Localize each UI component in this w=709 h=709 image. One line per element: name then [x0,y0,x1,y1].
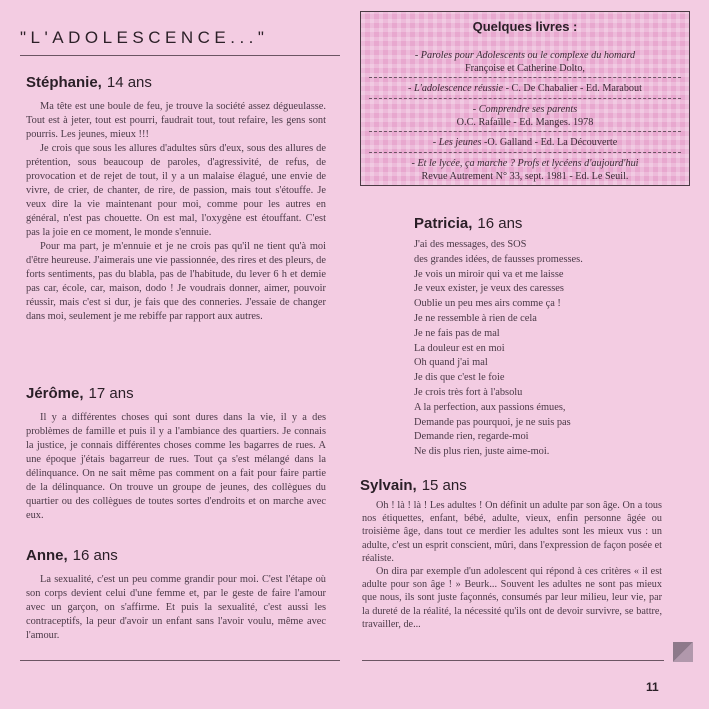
book-separator [369,131,681,132]
poem-verse: Oh quand j'ai mal [414,357,488,369]
books-heading: Quelques livres : [472,19,578,34]
book-separator [369,98,681,99]
page-title: "L'ADOLESCENCE..." [20,28,269,47]
book-item [369,157,681,183]
paragraph: Ma tête est une boule de feu, je trouve la société assez dégueulasse. Tout est à jeter, tout est pourri, faudrait tout, tout refaire, les gens sont pourris. Les jeunes, mieux !!! [26,101,326,140]
poem-verse: La douleur est en moi [414,342,505,354]
poem-verse: des grandes idées, de fausses promesses. [414,253,583,265]
patricia-poem [414,238,694,460]
person-name: Anne, [26,547,68,564]
poem-verse: Je ne fais pas de mal [414,327,500,339]
person-name: Jérôme, [26,385,84,402]
person-name: Patricia, [414,215,473,232]
jerome-text [26,411,326,523]
book-detail: Françoise et Catherine Dolto, [465,63,585,74]
poem-verse: Oublie un peu mes airs comme ça ! [414,298,561,310]
book-detail: - C. De Chabalier - Ed. Marabout [505,83,642,94]
person-age: 16 ans [477,215,523,232]
book-separator [369,77,681,78]
poem-verse: J'ai des messages, des SOS [414,239,527,250]
page-number: 11 [646,680,659,694]
book-title: - L'adolescence réussie [408,83,504,94]
person-age: 17 ans [88,385,134,402]
poem-verse: Je veux exister, je veux des caresses [414,283,564,295]
paragraph: La sexualité, c'est un peu comme grandir pour moi. C'est l'étape où son corps devient celui d'une femme et, par le geste de faire l'amour avec un garçon, on s'affirme. Et puis la sexualité, c'est aussi les contraceptifs, la peur d'avoir un enfant sans l'avoir voulu, même avec l'amour. [26,574,326,641]
book-detail: O.C. Rafaïlle - Ed. Manges. 1978 [456,117,594,128]
book-detail: -O. Galland - Ed. La Découverte [483,137,618,148]
corner-color-mark [673,642,693,662]
poem-verse: Je ne ressemble à rien de cela [414,312,537,324]
right-bottom-rule [362,660,664,661]
book-detail: Revue Autrement N° 33, sept. 1981 - Ed. Le Seuil. [421,171,629,182]
anne-text [26,573,326,643]
sylvain-heading [360,477,467,494]
poem-verse: Je crois très fort à l'absolu [414,386,523,398]
book-item [369,136,681,149]
book-item [369,49,681,75]
book-item [369,103,681,129]
poem-verse: Demande pas pourquoi, je ne suis pas [414,416,571,428]
paragraph: Je crois que sous les allures d'adultes sûrs d'eux, sous des allures de prétention, sous beaucoup de paroles, d'agressivité, de refus, de provocation et de rejet de tout, il y a un malaise élagué, une envie de vivre, de crier, de chanter, de rire, de passion, mais tout s'étouffe. Je veux dire la vie maintenant pour moi, comme pour les autres en général, n'est pas chouette. On est mal, l'oxygène est étouffant. C'est pas la joie en ce moment, le monde s'ennuie. [26,143,326,238]
person-name: Stéphanie, [26,74,102,91]
poem-verse: Demande rien, regarde-moi [414,431,529,443]
person-age: 14 ans [106,74,152,91]
title-divider [20,55,340,56]
left-bottom-rule [20,660,340,661]
paragraph: On dira par exemple d'un adolescent qui répond à ces critères « il est adulte pour son âge ! » Beurk... Souvent les adultes ne sont pas mieux que nous, ils sont juste façonnés, consumés par leur milieu, leur vie, par la dureté de la réalité, la nécessité qu'ils ont de devoir survivre, se battre, travailler, de... [362,566,662,630]
paragraph: Pour ma part, je m'ennuie et je ne crois pas qu'il ne tient qu'à moi d'être heureuse. J'aimerais une vie passionnée, des rires et des pleurs, de forts sentiments, pas du blabla, pas de l'habitude, du lever 6 h et demie pas car, école, car, maison, dodo ! Je voudrais donner, aimer, pouvoir réussir, mais c'est si dur, je fais que des conneries. J'essaie de changer dans moi, seulement je me rebiffe par rapport aux autres. [26,241,326,322]
poem-verse: A la perfection, aux passions émues, [414,401,566,413]
book-title: - Et le lycée, ça marche ? Profs et lycéens d'aujourd'hui [411,158,639,169]
paragraph: Oh ! là ! là ! Les adultes ! On définit un adulte par son âge. On a tous nos étiquettes, enfant, bébé, adulte, vieux, enfin personne âgée ou troisième âge, dans tout ce merdier les adultes sont les mieux vus : un adulte, c'est un esprit conscient, mûri, dans l'expression de façon posée et réaliste. [362,500,662,564]
jerome-heading [26,385,134,402]
book-item [369,82,681,95]
anne-heading [26,547,118,564]
book-title: - Comprendre ses parents [472,104,578,115]
stephanie-heading [26,74,152,91]
person-age: 15 ans [421,477,467,494]
stephanie-text [26,100,326,324]
person-age: 16 ans [72,547,118,564]
book-title: - Les jeunes [432,137,482,148]
poem-verse: Ne dis plus rien, juste aime-moi. [414,446,550,458]
books-box [360,11,690,186]
poem-verse: Je vois un miroir qui va et me laisse [414,268,564,280]
person-name: Sylvain, [360,477,417,494]
poem-verse: Je dis que c'est le foie [414,372,505,384]
patricia-heading [414,215,522,232]
sylvain-text [362,499,662,631]
book-separator [369,152,681,153]
paragraph: Il y a différentes choses qui sont dures dans la vie, il y a des problèmes de famille et puis il y a l'ambiance des quartiers. Je connais la justice, je connais différentes choses comme les bagarres de rues. A une époque j'étais bagarreur de rues. Tout ça s'est mélangé dans la délinquance. On ne sait même pas comment on a fait pour faire partie de la délinquance. On trouve un groupe de jeunes, des collègues du quartier ou des collègues de toutes sortes d'endroits et on marche avec eux. [26,412,326,521]
book-title: - Paroles pour Adolescents ou le complexe du homard [414,50,636,61]
